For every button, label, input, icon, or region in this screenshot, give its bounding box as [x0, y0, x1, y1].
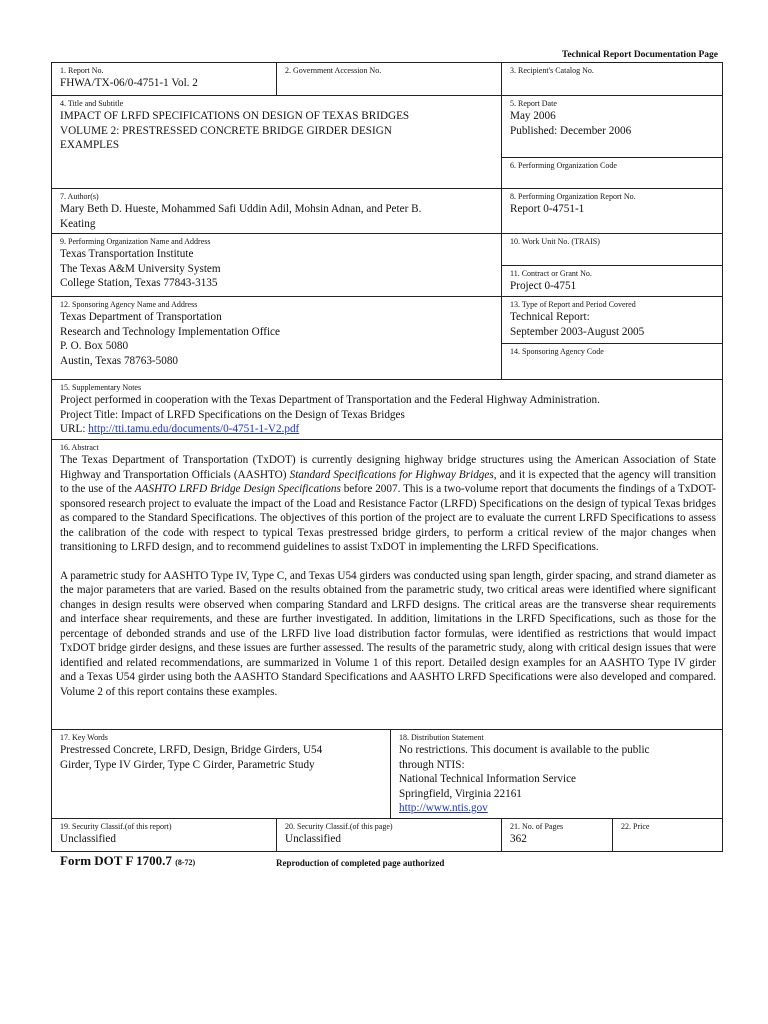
sponsor-code-cell: [501, 343, 722, 379]
perf-org-report-value: Report 0-4751-1: [510, 203, 585, 215]
url-label: URL:: [60, 423, 89, 435]
sec-report-value: Unclassified: [60, 833, 116, 845]
recipient-catalog-cell: [501, 63, 722, 95]
sec-page-cell: [276, 818, 501, 851]
report-date-cell: [501, 95, 722, 157]
form-date: (8-72): [175, 858, 196, 867]
supp-notes-url-line: [60, 422, 717, 437]
report-type-line-1: Technical Report:: [510, 311, 590, 323]
abstract-paragraph-1: [60, 453, 716, 555]
supp-notes-label: 15. Supplementary Notes: [60, 383, 142, 392]
report-type-label: 13. Type of Report and Period Covered: [510, 300, 636, 309]
authors-line-1: Mary Beth D. Hueste, Mohammed Safi Uddin Adil, Mohsin Adnan, and Peter B.: [60, 203, 422, 215]
sponsor-line-3: P. O. Box 5080: [60, 340, 129, 352]
abstract-text: before 2007. This is a two-volume report that documents the findings of a TxDOT-sponsored research project to evaluate the impact of the Load and Resistance Factor (LRFD) Specifications on the design of typical Texas bridges as compared to the Standard Specifications. The objectives of this portion of the project are to evaluate the current LRFD Specifications to assess the calibration of the code with respect to typical Texas prestressed bridge girders, to perform a critical review of the major changes when transitioning to LRFD design, and to recommend guidelines to assist TxDOT in implementing the LRFD Specifications.: [60, 483, 717, 553]
report-date-line-1: May 2006: [510, 110, 556, 122]
perf-org-name-line-3: College Station, Texas 77843-3135: [60, 277, 218, 289]
work-unit-label: 10. Work Unit No. (TRAIS): [510, 237, 600, 246]
supp-notes-cell: [52, 379, 722, 439]
sec-page-label: 20. Security Classif.(of this page): [285, 822, 393, 831]
distribution-line-1: No restrictions. This document is available to the public: [399, 744, 650, 756]
sponsor-code-label: 14. Sponsoring Agency Code: [510, 347, 604, 356]
gov-accession-label: 2. Government Accession No.: [285, 66, 382, 75]
sponsor-label: 12. Sponsoring Agency Name and Address: [60, 300, 198, 309]
report-date-label: 5. Report Date: [510, 99, 557, 108]
sponsor-line-1: Texas Department of Transportation: [60, 311, 222, 323]
key-words-cell: [52, 729, 390, 818]
sec-report-label: 19. Security Classif.(of this report): [60, 822, 172, 831]
reproduction-note: Reproduction of completed page authorized: [276, 858, 445, 868]
distribution-line-3: National Technical Information Service: [399, 773, 577, 785]
abstract-italic-title: AASHTO LRFD Bridge Design Specifications: [134, 483, 341, 495]
perf-org-name-line-2: The Texas A&M University System: [60, 262, 221, 275]
authors-line-2: Keating: [60, 217, 96, 230]
ntis-url-line: [399, 801, 717, 816]
report-no-cell: [52, 63, 276, 95]
contract-value: Project 0-4751: [510, 280, 577, 292]
abstract-italic-title: Standard Specifications for Highway Bridges: [289, 468, 494, 481]
documentation-form: [51, 62, 723, 852]
report-type-cell: [501, 296, 722, 343]
title-label: 4. Title and Subtitle: [60, 99, 124, 108]
perf-org-name-cell: [52, 233, 501, 296]
price-cell: [612, 818, 722, 851]
num-pages-value: 362: [510, 833, 527, 845]
form-number: Form DOT F 1700.7: [60, 853, 172, 868]
report-no-value: FHWA/TX-06/0-4751-1 Vol. 2: [60, 77, 198, 89]
supp-notes-line-2: Project Title: Impact of LRFD Specifications on the Design of Texas Bridges: [60, 408, 405, 421]
recipient-catalog-label: 3. Recipient's Catalog No.: [510, 66, 594, 75]
report-date-line-2: Published: December 2006: [510, 124, 632, 137]
authors-label: 7. Author(s): [60, 192, 99, 201]
num-pages-label: 21. No. of Pages: [510, 822, 564, 831]
perf-org-report-cell: [501, 188, 722, 233]
sponsor-line-2: Research and Technology Implementation Office: [60, 325, 280, 338]
abstract-text: , and it is expected that the agency will transition to the use of the: [60, 468, 717, 495]
title-line-1: IMPACT OF LRFD SPECIFICATIONS ON DESIGN OF TEXAS BRIDGES: [60, 110, 410, 122]
distribution-line-2: through NTIS:: [399, 758, 465, 771]
sec-report-cell: [52, 818, 276, 851]
key-words-line-1: Prestressed Concrete, LRFD, Design, Bridge Girders, U54: [60, 744, 323, 756]
gov-accession-cell: [276, 63, 501, 95]
abstract-text: The Texas Department of Transportation (TxDOT) is currently designing highway bridge structures using the American Association of State Highway and Transportation Officials (AASHTO): [60, 454, 716, 481]
contract-cell: [501, 265, 722, 296]
title-line-3: EXAMPLES: [60, 139, 120, 151]
perf-org-name-label: 9. Performing Organization Name and Address: [60, 237, 211, 246]
work-unit-cell: [501, 233, 722, 265]
contract-label: 11. Contract or Grant No.: [510, 269, 592, 278]
authors-cell: [52, 188, 501, 233]
key-words-line-2: Girder, Type IV Girder, Type C Girder, Parametric Study: [60, 758, 315, 771]
distribution-label: 18. Distribution Statement: [399, 733, 484, 742]
ntis-url-link[interactable]: http://www.ntis.gov: [399, 802, 488, 814]
abstract-cell: [52, 439, 722, 729]
perf-org-report-label: 8. Performing Organization Report No.: [510, 192, 636, 201]
report-no-label: 1. Report No.: [60, 66, 104, 75]
perf-org-name-line-1: Texas Transportation Institute: [60, 248, 194, 260]
price-label: 22. Price: [621, 822, 650, 831]
form-id: [60, 853, 195, 869]
distribution-line-4: Springfield, Virginia 22161: [399, 787, 522, 800]
key-words-label: 17. Key Words: [60, 733, 108, 742]
report-url-link[interactable]: http://tti.tamu.edu/documents/0-4751-1-V2.pdf: [88, 423, 300, 435]
perf-org-code-cell: [501, 157, 722, 188]
sec-page-value: Unclassified: [285, 833, 341, 845]
perf-org-code-label: 6. Performing Organization Code: [510, 161, 617, 170]
report-type-line-2: September 2003-August 2005: [510, 325, 645, 338]
title-line-2: VOLUME 2: PRESTRESSED CONCRETE BRIDGE GIRDER DESIGN: [60, 124, 392, 137]
title-cell: [52, 95, 501, 188]
sponsor-line-4: Austin, Texas 78763-5080: [60, 354, 179, 367]
sponsor-cell: [52, 296, 501, 379]
supp-notes-line-1: Project performed in cooperation with the Texas Department of Transportation and the Federal Highway Administration.: [60, 394, 600, 406]
page-header: Technical Report Documentation Page: [561, 50, 718, 60]
distribution-cell: [390, 729, 722, 818]
num-pages-cell: [501, 818, 612, 851]
abstract-paragraph-2: A parametric study for AASHTO Type IV, Type C, and Texas U54 girders was conducted using span length, girder spacing, and strand diameter as the major parameters that are varied. Based on the results obtained from the parametric study, two critical areas were identified where significant changes in design results were observed when comparing Standard and LRFD designs. The critical areas are the transverse shear requirements and interface shear requirements, and these are further investigated. In addition, limitations in the LRFD Specifications, such as those for the percentage of debonded strands and use of the LRFD live load distribution factor formulas, were identified as restrictions that would impact TxDOT bridge girder designs, and these issues are further assessed. The results of the parametric study, along with critical design issues that were identified and related recommendations, are summarized in Volume 1 of this report. Detailed design examples for an AASHTO Type IV girder and a Texas U54 girder using both the AASHTO Standard Specifications and AASHTO LRFD Specifications were also developed and compared. Volume 2 of this report contains these examples.: [60, 569, 716, 698]
abstract-label: 16. Abstract: [60, 443, 99, 452]
